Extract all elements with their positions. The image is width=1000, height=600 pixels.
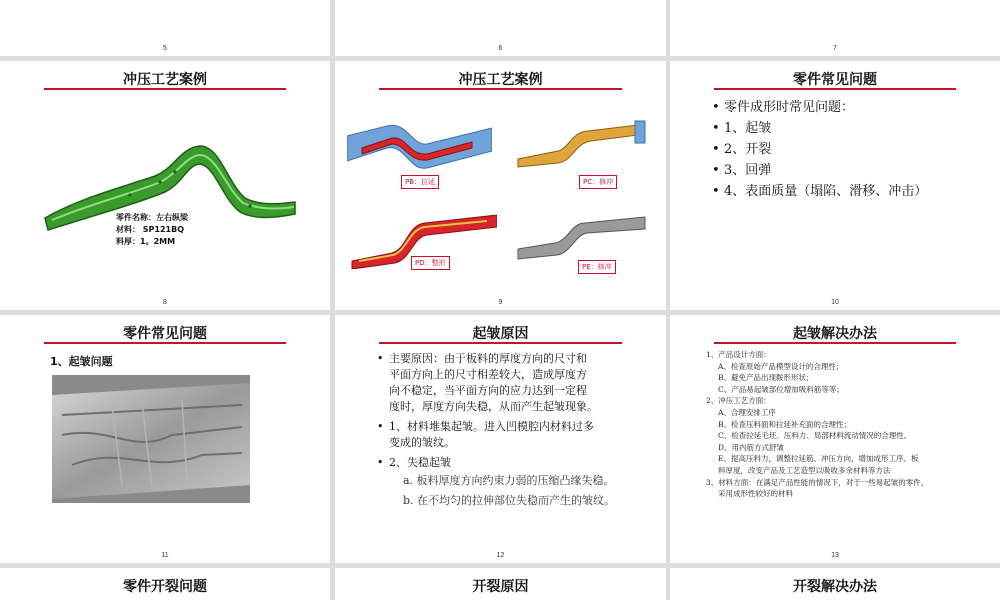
- list-item: • 零件成形时常见问题：: [712, 100, 855, 115]
- wrinkled-part-photo: [52, 375, 250, 503]
- slide-14[interactable]: [0, 568, 330, 600]
- list-item: • 1、起皱: [712, 121, 772, 136]
- slide-title: 开裂解决办法: [793, 579, 877, 595]
- part-thickness: 料厚：1。2MM: [116, 237, 176, 246]
- slide-5[interactable]: [0, 0, 330, 56]
- sub-item-a: a. 板料厚度方向约束力弱的压缩凸缘失稳。: [403, 474, 615, 487]
- slide-title: 零件开裂问题: [123, 579, 207, 595]
- slide-title: 起皱解决办法: [793, 326, 877, 342]
- slide-12[interactable]: [335, 315, 666, 563]
- slide-subtitle: 1、起皱问题: [50, 355, 113, 368]
- list-item: • 主要原因：由于板料的厚度方向的尺寸和 平面方向上的尺寸相差较大，造成厚度方 向不稳定，当平面方向的应力达到一定程 度时，厚度方向失稳，从而产生起皱现象。: [377, 352, 598, 413]
- sub-item-b: b. 在不均匀的拉伸部位失稳而产生的皱纹。: [403, 494, 616, 507]
- list-item: • 2、失稳起皱: [377, 456, 451, 469]
- label-pb: PB：拉延: [401, 175, 439, 189]
- solution-list: 1、产品设计方面： A、检查原始产品模型设计的合理性； B、避免产品出现鞍形形状； C、产品易起皱部位增加吸料筋等等； 2、冲压工艺方面： A、合理安排工序 B、检查压料面和拉延补充面的合理性； C、检查拉延毛坯、压料力、局部材料流动情况的合理性。 D、用内筋方式舒皱 E、提高压料力，调整拉延筋、冲压方向，增加成形工序、板 料厚度，改变产品及工艺造型以吸收多余材料等方法 3、材料方面：在满足产品性能的情况下，对于一些易起皱的零件， 采用成形性较好的材料: [706, 350, 929, 499]
- slide-title: 冲压工艺案例: [123, 72, 207, 88]
- slide-title: 零件常见问题: [123, 326, 207, 342]
- page-number: 13: [831, 552, 839, 559]
- list-item: • 1、材料堆集起皱。进入凹模腔内材料过多 变成的皱纹。: [377, 420, 594, 449]
- part-info: [116, 212, 188, 248]
- page-number: 7: [833, 45, 837, 52]
- slide-7[interactable]: [670, 0, 1000, 56]
- slide-11[interactable]: [0, 315, 330, 563]
- slide-10[interactable]: [670, 61, 1000, 310]
- page-number: 11: [161, 552, 169, 559]
- page-number: 9: [498, 299, 503, 306]
- label-pe: PE：修冲: [578, 260, 616, 274]
- slide-8[interactable]: [0, 61, 330, 310]
- title-rule: [714, 342, 956, 344]
- slide-title: 冲压工艺案例: [458, 72, 543, 88]
- title-rule: [714, 88, 956, 90]
- slide-title: 起皱原因: [472, 326, 529, 342]
- label-pc: PC：修冲: [579, 175, 617, 189]
- slide-16[interactable]: [670, 568, 1000, 600]
- problem-list: [712, 97, 1000, 202]
- page-number: 12: [496, 552, 505, 559]
- slide-title: 开裂原因: [472, 579, 529, 595]
- page-number: 5: [163, 45, 167, 52]
- page-number: 6: [498, 45, 503, 52]
- drawing-die-image: [347, 116, 492, 176]
- list-item: • 4、表面质量（塌陷、滑移、冲击）: [712, 184, 928, 199]
- trimming-die-2-image: [513, 211, 648, 261]
- part-name: 零件名称：左右纵梁: [116, 213, 188, 222]
- slide-6[interactable]: [335, 0, 666, 56]
- label-pd: PD：整形: [411, 256, 450, 270]
- list-item: • 3、回弹: [712, 163, 772, 178]
- part-material: 材料： SP121BQ: [116, 225, 185, 234]
- slide-title: 零件常见问题: [793, 72, 877, 88]
- page-number: 10: [831, 299, 839, 306]
- title-rule: [379, 342, 622, 344]
- slide-9[interactable]: [335, 61, 666, 310]
- page-number: 8: [163, 299, 167, 306]
- reason-list: [377, 351, 616, 509]
- slide-15[interactable]: [335, 568, 666, 600]
- trimming-die-image: [513, 119, 648, 169]
- title-rule: [44, 88, 286, 90]
- slide-13[interactable]: [670, 315, 1000, 563]
- title-rule: [379, 88, 622, 90]
- title-rule: [44, 342, 286, 344]
- list-item: • 2、开裂: [712, 142, 772, 157]
